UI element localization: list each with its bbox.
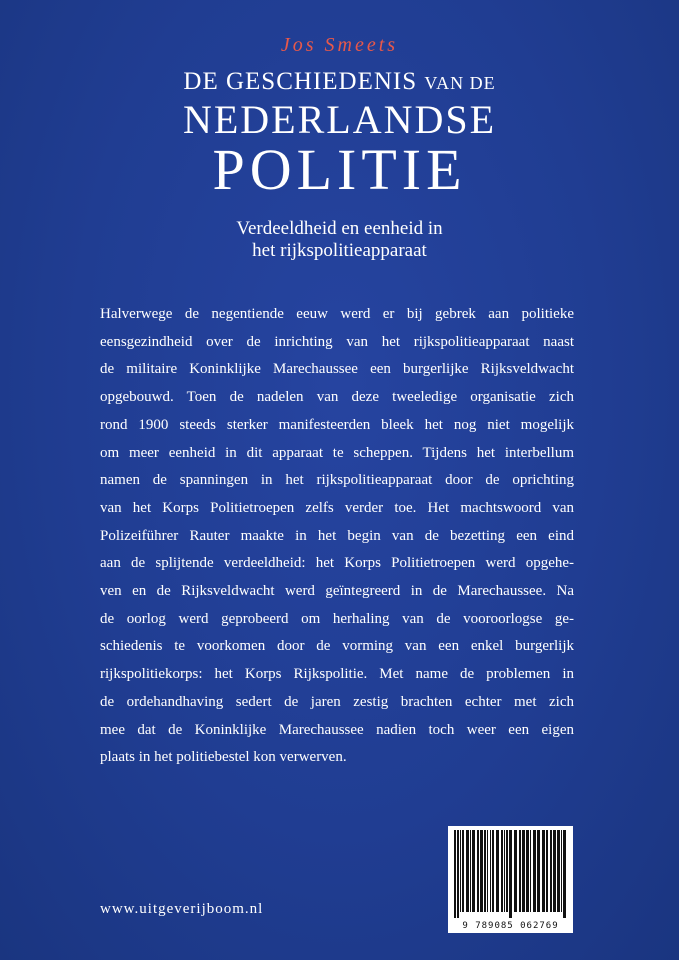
blurb-line: aan de splijtende verdeeldheid: het Korps Politietroepen werd opgehe-: [100, 555, 574, 572]
blurb-line: de ordehandhaving sedert de jaren zestig brachten echter met zich: [100, 693, 574, 710]
author-name: Jos Smeets: [280, 34, 399, 56]
blurb-line: Halverwege de negentiende eeuw werd er bij gebrek aan politieke: [100, 306, 574, 322]
subtitle-line-1: Verdeeldheid en eenheid in: [236, 218, 443, 239]
blurb-line: plaats in het politiebestel kon verwerven.: [100, 749, 347, 766]
blurb-line: ven en de Rijksveldwacht werd geïntegreerd in de Marechaussee. Na: [100, 583, 574, 600]
blurb-line: van het Korps Politietroepen zelfs verder toe. Het machtswoord van: [100, 499, 574, 516]
barcode-icon: [452, 830, 569, 918]
blurb-line: eensgezindheid over de inrichting van het rijkspolitieapparaat naast: [100, 333, 574, 350]
blurb-line: om meer eenheid in dit apparaat te scheppen. Tijdens het interbellum: [100, 444, 574, 461]
blurb-line: schiedenis te voorkomen door de vorming van een enkel burgerlijk: [100, 638, 574, 655]
blurb-line: Polizeiführer Rauter maakte in het begin van de bezetting een eind: [100, 527, 574, 544]
isbn-number: 9 789085 062769: [462, 921, 559, 931]
blurb-line: mee dat de Koninklijke Marechaussee nadien toch weer een eigen: [100, 721, 574, 738]
publisher-website: www.uitgeverijboom.nl: [100, 901, 264, 917]
blurb-line: namen de spanningen in het rijkspolitieapparaat door de oprichting: [100, 472, 574, 489]
title-line-1: [0, 68, 679, 96]
blurb-line: opgebouwd. Toen de nadelen van deze tweeledige organisatie zich: [100, 389, 574, 406]
title-line-2: NEDERLANDSE: [182, 97, 497, 142]
title-word-geschiedenis: DE GESCHIEDENIS: [183, 68, 418, 95]
blurb-line: rijkspolitiekorps: het Korps Rijkspolitie. Met name de problemen in: [100, 666, 574, 683]
blurb-text: [100, 301, 574, 772]
title-line-3: POLITIE: [212, 137, 467, 202]
blurb-line: rond 1900 steeds sterker manifesteerden bleek het nog niet mogelijk: [100, 416, 574, 433]
barcode: [448, 826, 573, 933]
subtitle-line-2: het rijkspolitieapparaat: [252, 240, 427, 261]
title-word-van-de: VAN DE: [424, 73, 496, 93]
blurb-line: de oorlog werd geprobeerd om herhaling van de vooroorlogse ge-: [100, 610, 574, 627]
blurb-line: de militaire Koninklijke Marechaussee een burgerlijke Rijksveldwacht: [100, 361, 574, 378]
subtitle: [0, 218, 679, 262]
